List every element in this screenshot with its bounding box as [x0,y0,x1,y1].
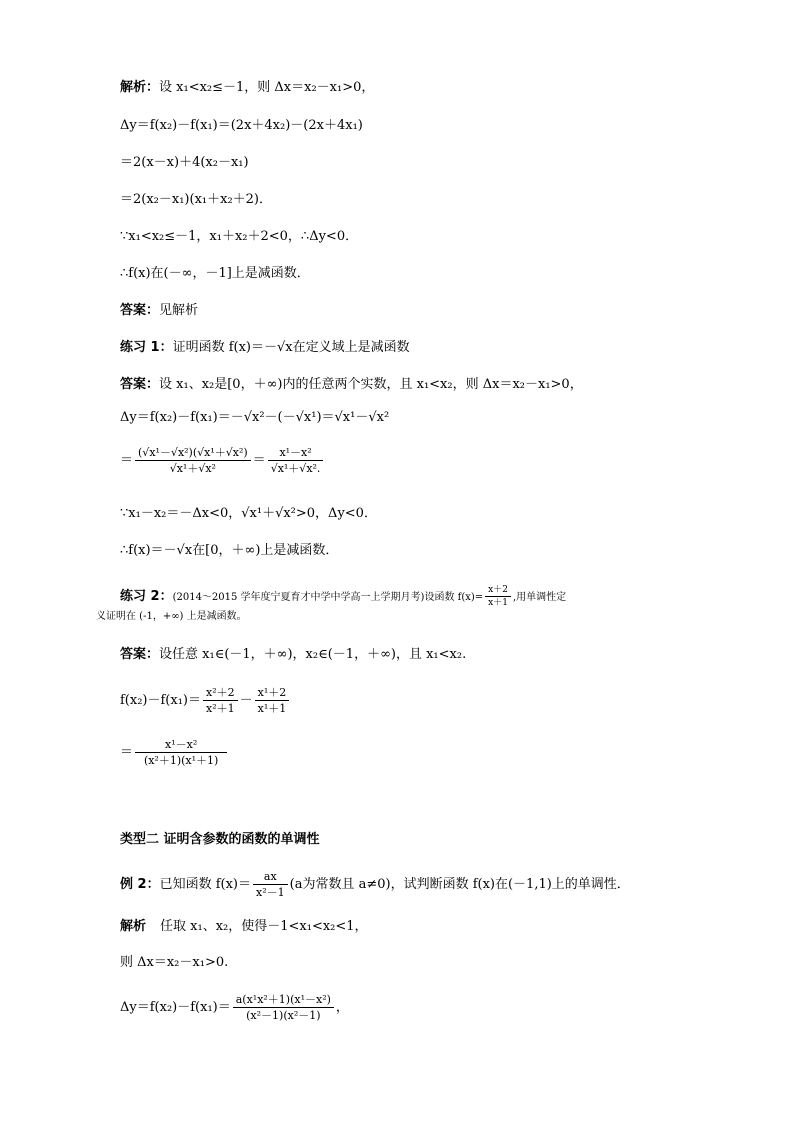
analysis-line-5: ∵x₁<x₂≤－1，x₁＋x₂＋2<0，∴Δy<0． [120,229,359,244]
example-2-fraction-denominator: x²－1 [256,886,285,899]
fraction-1 [135,446,251,475]
trailing-comma: ， [335,1000,349,1015]
exercise-2-answer-label: 答案： [120,647,160,662]
exercise-1-answer-label: 答案： [120,377,160,392]
fraction-d-denominator: (x²－1)(x²－1) [246,1009,321,1022]
exercise-1-label: 练习 1： [120,340,173,355]
exercise-1-title [120,340,410,356]
fraction-a [203,686,238,715]
example-2-text-continued: (a为常数且 a≠0)，试判断函数 f(x)在(－1,1)上的单调性． [289,877,630,892]
fraction-d [233,993,334,1022]
example-2-analysis-text: 任取 x₁、x₂，使得－1<x₁<x₂<1， [160,919,368,934]
analysis-text: 设 x₁<x₂≤－1，则 Δx＝x₂－x₁>0， [159,80,375,95]
exercise-2-label: 练习 2： [120,589,173,604]
fraction-1-denominator: √x¹＋√x² [169,462,216,475]
answer-text: 见解析 [159,303,199,318]
exercise-2-answer-line-2 [120,686,291,715]
fraction-c-denominator: (x²＋1)(x¹＋1) [143,754,219,767]
exercise-1-answer-line-4: ∵x₁－x₂＝－Δx<0，√x¹＋√x²>0，Δy<0． [120,506,377,521]
equals-sign: ＝ [120,745,134,760]
exercise-2-answer-text: 设任意 x₁∈(－1，＋∞)，x₂∈(－1，＋∞)，且 x₁<x₂. [159,647,467,662]
analysis-line-1 [120,80,374,96]
fraction-b-numerator: x¹＋2 [255,686,290,701]
example-2-analysis-label: 解析 [120,919,147,934]
exercise-2-answer-line-3 [120,738,229,767]
fraction-c-numerator: x¹－x² [135,738,227,753]
example-2-analysis-line-2: 则 Δx＝x₂－x₁>0. [120,955,229,970]
example-2-label: 例 2： [120,877,160,892]
exercise-2-text-continued: ,用单调性定 [512,592,567,603]
exercise-2-fraction-denominator: x＋1 [488,598,508,608]
fraction-b-denominator: x¹＋1 [257,702,287,715]
exercise-1-answer-line-1 [120,377,583,393]
analysis-line-3: ＝2(x－x)＋4(x₂－x₁) [120,155,249,170]
fraction-b [255,686,290,715]
example-2-analysis-line-3 [120,993,349,1022]
fraction-a-numerator: x²＋2 [203,686,238,701]
exercise-1-answer-line-2: Δy＝f(x₂)－f(x₁)＝－√x²－(－√x¹)＝√x¹－√x² [120,410,390,425]
analysis-label: 解析： [120,80,160,95]
section-heading: 类型二 证明含参数的函数的单调性 [120,832,320,847]
analysis-line-2: Δy＝f(x₂)－f(x₁)＝(2x＋4x₂)－(2x＋4x₁) [120,118,363,133]
example-2-line [120,870,630,899]
exercise-1-conclusion: ∴f(x)＝－√x在[0，＋∞)上是减函数． [120,543,339,558]
analysis-line-4: ＝2(x₂－x₁)(x₁＋x₂＋2)． [120,192,273,207]
exercise-2-text: (2014～2015 学年度宁夏育才中学中学高一上学期月考)设函数 f(x)= [172,592,484,603]
delta-y-expression: Δy＝f(x₂)－f(x₁)＝ [120,1000,231,1015]
answer-label: 答案： [120,303,160,318]
fraction-1-numerator: (√x¹－√x²)(√x¹＋√x²) [135,446,251,461]
answer-line [120,303,198,319]
exercise-2-title-line-1 [120,585,566,608]
equals-sign: ＝ [120,453,134,468]
exercise-2-title-line-2: 义证明在 (-1，+∞) 上是减函数。 [96,611,247,622]
exercise-1-answer-text: 设 x₁、x₂是[0，＋∞)内的任意两个实数，且 x₁<x₂，则 Δx＝x₂－x₁>0， [159,377,583,392]
exercise-1-answer-line-3 [120,446,325,475]
fraction-2 [268,446,324,475]
fraction-c [135,738,227,767]
exercise-2-function-fraction [485,585,511,608]
example-2-text: 已知函数 f(x)＝ [159,877,251,892]
exercise-2-fraction-numerator: x＋2 [485,585,511,597]
minus-sign: － [239,693,253,708]
exercise-2-answer-line-1 [120,647,466,663]
example-2-fraction-numerator: ax [253,870,288,885]
fraction-a-denominator: x²＋1 [206,702,235,715]
example-2-fraction [253,870,288,899]
exercise-1-text: 证明函数 f(x)＝－√x在定义域上是减函数 [172,340,410,355]
equals-sign: ＝ [252,453,266,468]
analysis-conclusion: ∴f(x)在(－∞，－1]上是减函数． [120,266,310,281]
fraction-2-numerator: x¹－x² [268,446,324,461]
example-2-analysis-line-1 [120,919,368,935]
fraction-2-denominator: √x¹＋√x². [270,462,321,475]
fraction-d-numerator: a(x¹x²＋1)(x¹－x²) [233,993,334,1008]
difference-expression: f(x₂)－f(x₁)＝ [120,693,201,708]
